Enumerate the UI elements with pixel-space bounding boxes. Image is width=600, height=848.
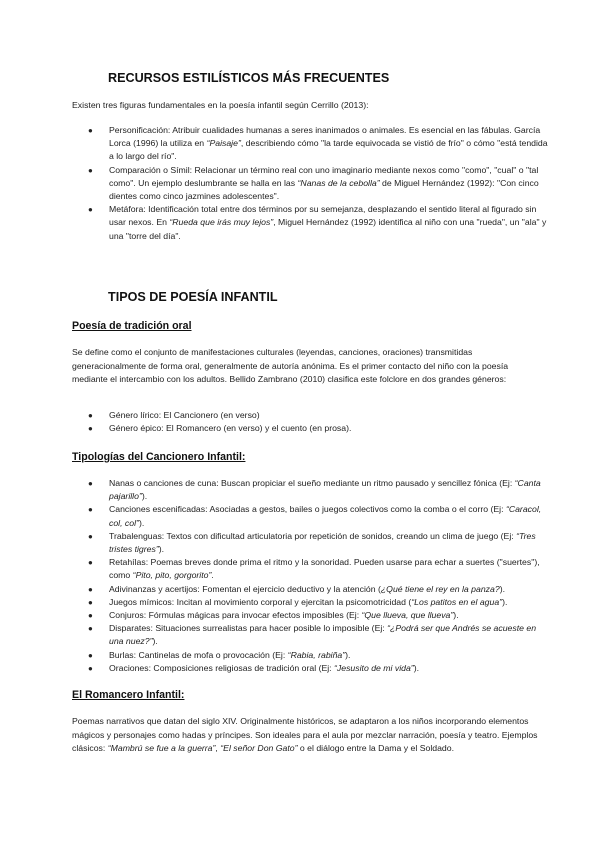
- item-emphasis: “Rabia, rabiña”: [287, 649, 346, 660]
- list-item: [72, 649, 550, 662]
- recursos-list: [72, 124, 550, 243]
- paragraph-text: Poemas narrativos que datan del siglo XIV. Originalmente históricos, se adaptaron a los niños incorporando elementos mágicos y personajes como hadas y príncipes. Son ideales para el aula por mezclar narración, poesía y teatro. Ejemplos clásicos:: [72, 716, 538, 754]
- item-emphasis: “Nanas de la cebolla”: [297, 177, 380, 188]
- item-text: ).: [138, 517, 145, 528]
- item-text: de Miguel Hernández (1992): "Con cinco dientes como cinco jazmines adolescentes".: [109, 177, 539, 202]
- item-text: Disparates: Situaciones surrealistas para hacer posible lo imposible (Ej:: [109, 623, 388, 634]
- subtitle-tipologias: Tipologías del Cancionero Infantil:: [72, 451, 246, 463]
- item-text: Género épico: El Romancero (en verso) y el cuento (en prosa).: [109, 423, 352, 434]
- list-item: [72, 662, 550, 675]
- subtitle-romancero: El Romancero Infantil:: [72, 689, 185, 701]
- bullet-icon: ●: [88, 650, 93, 660]
- item-emphasis: “Rueda que irás muy lejos”: [169, 217, 274, 228]
- item-text: Metáfora: Identificación total entre dos términos por su semejanza, desplazando el sentido literal al figurado sin usar nexos. En: [109, 204, 537, 228]
- list-item: [72, 164, 550, 204]
- bullet-icon: ●: [88, 505, 93, 515]
- item-emphasis: “Los patitos en el agua”: [411, 596, 503, 607]
- item-emphasis: “Que llueva, que llueva”: [361, 610, 454, 621]
- tradicion-oral-intro: Se define como el conjunto de manifestaciones culturales (leyendas, canciones, oraciones) transmitidas generacionalmente de forma oral, generalmente de autoría anónima. Es el primer contacto del niño con la poesía mediante el intercambio con los adultos. Bellido Zambrano (2010) clasifica este folclore en dos grandes géneros:: [72, 347, 509, 385]
- list-item: [72, 477, 550, 503]
- item-text: , Miguel Hernández (1992) identifica al niño con una "rueda", un "ala" y una "torre del día".: [109, 217, 547, 241]
- item-text: ).: [152, 636, 158, 647]
- paragraph-text: o el diálogo entre la Dama y el Soldado.: [297, 743, 454, 754]
- list-item: [72, 409, 550, 422]
- list-item: [72, 596, 550, 609]
- item-emphasis: “Caracol, col, col”: [109, 504, 542, 528]
- list-item: [72, 622, 550, 648]
- item-text: Oraciones: Composiciones religiosas de tradición oral (Ej:: [109, 662, 335, 673]
- item-text: ).: [345, 649, 351, 660]
- list-item: [72, 530, 550, 556]
- romancero-paragraph: [72, 715, 544, 756]
- section-title-recursos: RECURSOS ESTILÍSTICOS MÁS FRECUENTES: [108, 71, 390, 85]
- paragraph-emphasis: “Mambrú se fue a la guerra”: [107, 743, 216, 754]
- item-text: ).: [141, 491, 148, 502]
- item-emphasis: “¿Podrá ser que Andrés se acueste en una nuez?”: [109, 623, 537, 647]
- bullet-icon: ●: [88, 424, 93, 434]
- item-text: Adivinanzas y acertijos: Fomentan el ejercicio deductivo y la atención (: [109, 583, 381, 594]
- item-text: ).: [453, 610, 459, 621]
- list-item: [72, 422, 550, 435]
- item-text: Burlas: Cantinelas de mofa o provocación (Ej:: [109, 649, 288, 660]
- item-text: ).: [413, 662, 419, 673]
- bullet-icon: ●: [88, 531, 93, 541]
- bullet-icon: ●: [88, 584, 93, 594]
- item-text: ).: [158, 544, 165, 555]
- item-text: Comparación o Símil: Relacionar un término real con uno imaginario mediante nexos como "como", "cual" o "tal como". Un ejemplo deslumbrante se halla en las: [109, 164, 539, 188]
- paragraph-emphasis: “El señor Don Gato”: [220, 743, 298, 754]
- paragraph-text: ,: [215, 743, 221, 754]
- bullet-icon: ●: [88, 411, 93, 420]
- item-emphasis: “Jesusito de mi vida”: [334, 662, 414, 673]
- item-text: Conjuros: Fórmulas mágicas para invocar efectos imposibles (Ej:: [109, 610, 362, 621]
- item-text: Retahílas: Poemas breves donde prima el ritmo y la sonoridad. Pueden usarse para echar a suertes ("suertes"), como: [109, 557, 540, 581]
- list-item: [72, 609, 550, 622]
- tipologias-list: [72, 477, 550, 675]
- item-text: , describiendo cómo "la tarde equivocada se vistió de frío" o cómo "está tendida a lo largo del río".: [109, 138, 548, 162]
- genres-list: [72, 409, 550, 435]
- list-item: [72, 556, 550, 582]
- bullet-icon: ●: [88, 597, 93, 607]
- item-text: Personificación: Atribuir cualidades humanas a seres inanimados o animales. Es esencial en las fábulas. García Lorca (1996) la utiliza en: [109, 125, 541, 149]
- bullet-icon: ●: [88, 663, 93, 673]
- item-text: Género lírico: El Cancionero (en verso): [109, 410, 260, 420]
- item-text: Nanas o canciones de cuna: Buscan propiciar el sueño mediante un ritmo pausado y sencillez fónica (Ej:: [109, 478, 515, 488]
- item-text: Juegos mímicos: Incitan al movimiento corporal y ejercitan la psicomotricidad (: [109, 596, 412, 607]
- item-text: .: [211, 570, 214, 581]
- bullet-icon: ●: [88, 205, 93, 215]
- bullet-icon: ●: [88, 479, 93, 488]
- item-emphasis: “Tres tristes tigres”: [109, 530, 536, 555]
- subtitle-tradicion-oral: Poesía de tradición oral: [72, 320, 192, 332]
- item-emphasis: “Canta pajarillo”: [109, 478, 541, 502]
- bullet-icon: ●: [88, 611, 93, 621]
- item-emphasis: “Paisaje”: [206, 138, 241, 149]
- list-item: [72, 124, 550, 164]
- bullet-icon: ●: [88, 558, 93, 568]
- item-emphasis: ¿Qué tiene el rey en la panza?: [380, 583, 500, 594]
- bullet-icon: ●: [88, 624, 93, 634]
- bullet-icon: ●: [88, 165, 93, 175]
- bullet-icon: ●: [88, 126, 93, 135]
- list-item: [72, 503, 550, 529]
- item-text: Trabalenguas: Textos con dificultad articulatoria por repetición de sonidos, creando un clima de juego (Ej:: [109, 530, 517, 541]
- item-text: Canciones escenificadas: Asociadas a gestos, bailes o juegos colectivos como la comba o el corro (Ej:: [109, 504, 506, 515]
- item-emphasis: “Pito, pito, gorgorito”: [132, 570, 212, 581]
- list-item: [72, 203, 550, 243]
- section-title-tipos: TIPOS DE POESÍA INFANTIL: [108, 290, 278, 304]
- list-item: [72, 583, 550, 596]
- item-text: ).: [502, 596, 508, 607]
- recursos-intro: Existen tres figuras fundamentales en la poesía infantil según Cerrillo (2013):: [72, 100, 369, 110]
- item-text: ).: [499, 583, 505, 594]
